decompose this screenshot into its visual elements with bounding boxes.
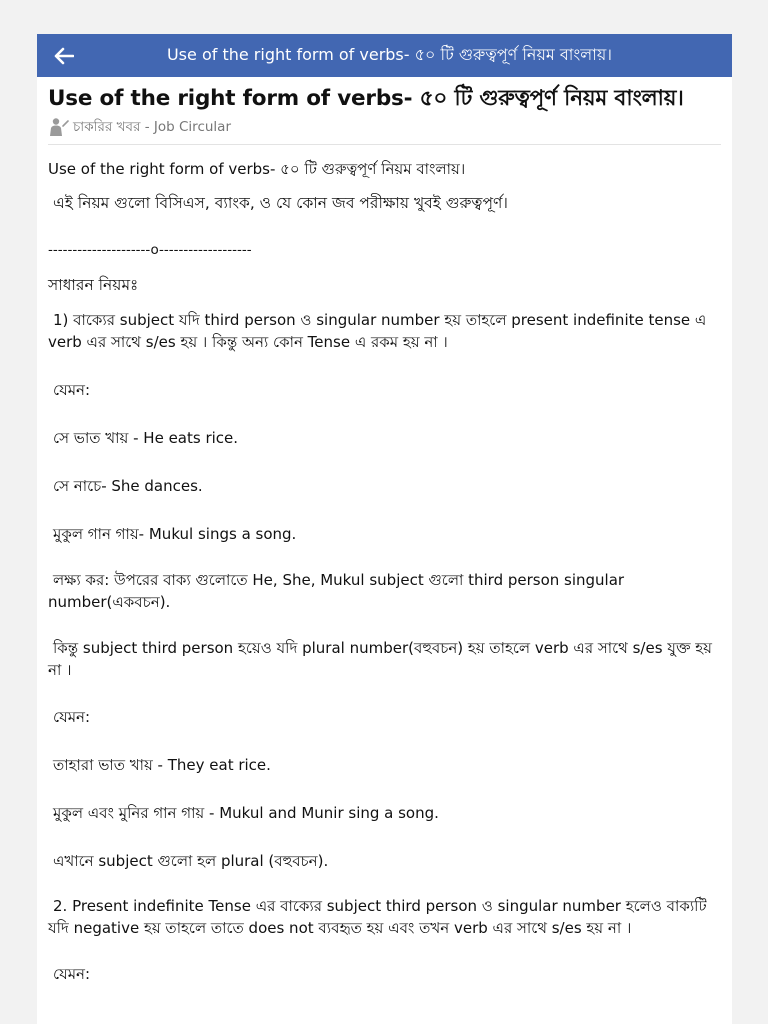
example-sentence: মুকুল এবং মুনির গান গায় - Mukul and Munir sing a song.	[53, 804, 439, 822]
post-category[interactable]: চাকরির খবর - Job Circular	[73, 118, 231, 135]
example-label: যেমন:	[53, 965, 91, 983]
post-meta[interactable]	[48, 116, 721, 138]
separator-text: ---------------------o-------------------	[48, 242, 252, 258]
note-text: কিন্তু subject third person হয়েও যদি plural number(বহুবচন) হয় তাহলে verb এর সাথে s/es যুক্ত হয় না ।	[48, 639, 712, 679]
article-body	[48, 158, 721, 985]
divider	[48, 144, 721, 145]
top-app-bar	[37, 34, 732, 77]
example-sentence: তাহারা ভাত খায় - They eat rice.	[53, 756, 271, 774]
user-pencil-icon	[48, 117, 70, 137]
importance-text: এই নিয়ম গুলো বিসিএস, ব্যাংক, ও যে কোন জব পরীক্ষায় খুবই গুরুত্বপূর্ণ।	[53, 194, 508, 212]
general-rules-heading: সাধারন নিয়মঃ	[48, 276, 139, 294]
note-text: এখানে subject গুলো হল plural (বহুবচন).	[53, 852, 329, 870]
arrow-left-icon	[54, 47, 74, 65]
example-sentence: সে ভাত খায় - He eats rice.	[53, 429, 239, 447]
article-content	[37, 85, 732, 985]
rule-2-text: 2. Present indefinite Tense এর বাক্যের subject third person ও singular number হলেও বাক্যটি যদি negative হয় তাহলে তাতে does not ব্যবহৃত হয় এবং তখন verb এর সাথে s/es হয় না ।	[48, 897, 707, 937]
example-label: যেমন:	[53, 381, 91, 399]
example-sentence: মুকুল গান গায়- Mukul sings a song.	[53, 525, 297, 543]
note-text: লক্ষ্য কর: উপরের বাক্য গুলোতে He, She, Mukul subject গুলো third person singular number(একবচন).	[48, 571, 625, 611]
page-frame	[37, 34, 732, 1024]
example-label: যেমন:	[53, 708, 91, 726]
app-bar-title: Use of the right form of verbs- ৫০ টি গুরুত্বপূর্ণ নিয়ম বাংলায়।	[166, 45, 613, 64]
example-sentence: সে নাচে- She dances.	[53, 477, 203, 495]
back-button[interactable]	[51, 43, 77, 69]
intro-text: Use of the right form of verbs- ৫০ টি গুরুত্বপূর্ণ নিয়ম বাংলায়।	[48, 160, 466, 178]
post-title: Use of the right form of verbs- ৫০ টি গুরুত্বপূর্ণ নিয়ম বাংলায়।	[48, 86, 684, 111]
rule-1-text: 1) বাক্যের subject যদি third person ও singular number হয় তাহলে present indefinite tense এ verb এর সাথে s/es হয় । কিন্তু অন্য কোন Tense এ রকম হয় না ।	[48, 311, 707, 351]
